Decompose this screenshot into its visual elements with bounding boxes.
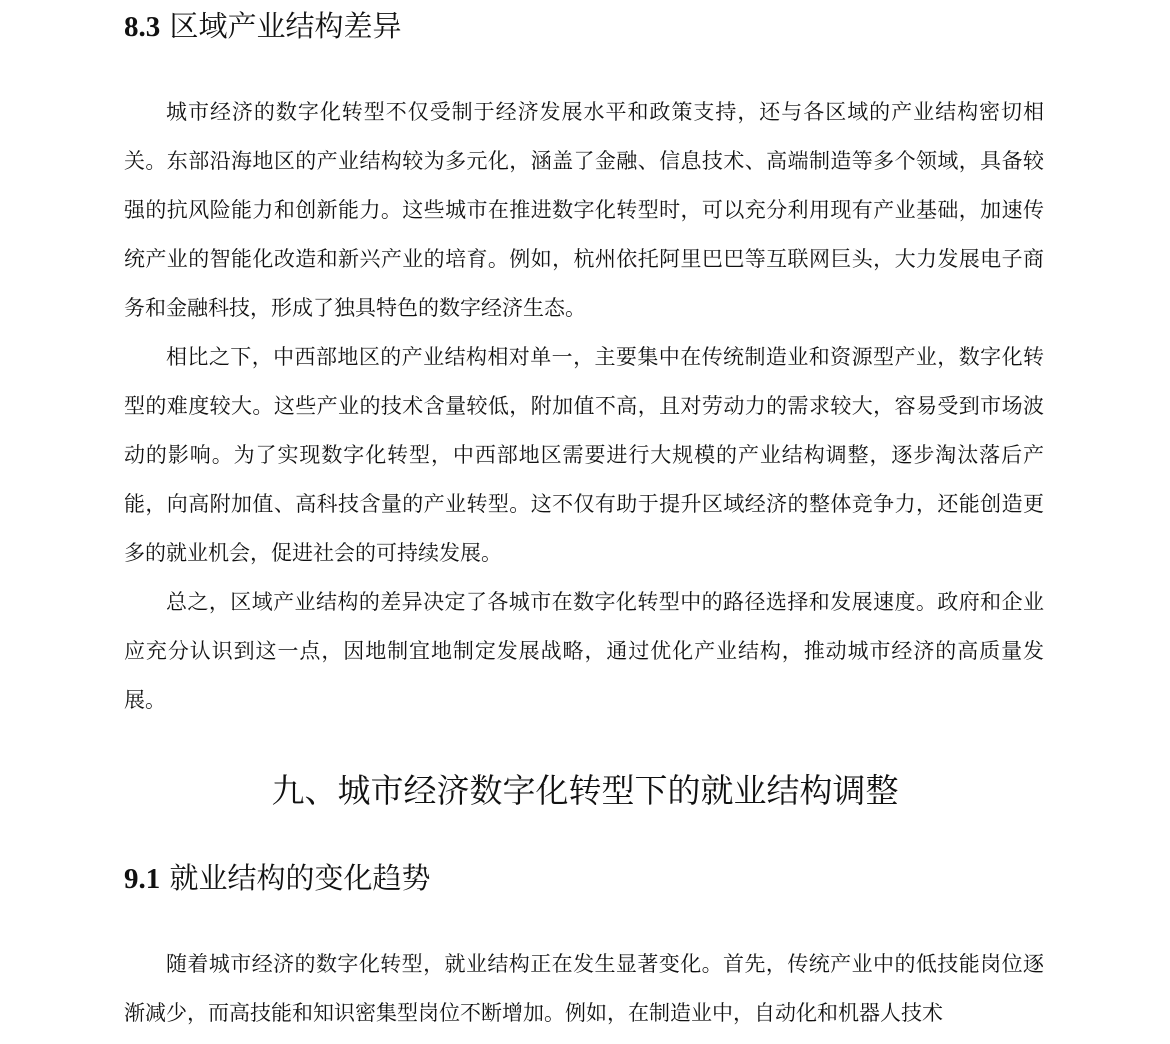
section-8-3-paragraph-3: 总之，区域产业结构的差异决定了各城市在数字化转型中的路径选择和发展速度。政府和企业应充分认识到这一点，因地制宜地制定发展战略，通过优化产业结构，推动城市经济的高质量发展。 — [124, 590, 1044, 712]
section-8-3-heading — [124, 9, 402, 43]
section-8-3-number: 8.3 — [124, 11, 161, 43]
section-9-1-title: 就业结构的变化趋势 — [169, 861, 431, 895]
section-8-3-paragraph-2: 相比之下，中西部地区的产业结构相对单一，主要集中在传统制造业和资源型产业，数字化转型的难度较大。这些产业的技术含量较低，附加值不高，且对劳动力的需求较大，容易受到市场波动的影响。为了实现数字化转型，中西部地区需要进行大规模的产业结构调整，逐步淘汰落后产能，向高附加值、高科技含量的产业转型。这不仅有助于提升区域经济的整体竞争力，还能创造更多的就业机会，促进社会的可持续发展。 — [124, 345, 1044, 565]
section-9-1-number: 9.1 — [124, 863, 161, 895]
section-8-3-title: 区域产业结构差异 — [169, 9, 402, 43]
section-8-3-paragraph-1: 城市经济的数字化转型不仅受制于经济发展水平和政策支持，还与各区域的产业结构密切相关。东部沿海地区的产业结构较为多元化，涵盖了金融、信息技术、高端制造等多个领域，具备较强的抗风险能力和创新能力。这些城市在推进数字化转型时，可以充分利用现有产业基础，加速传统产业的智能化改造和新兴产业的培育。例如，杭州依托阿里巴巴等互联网巨头，大力发展电子商务和金融科技，形成了独具特色的数字经济生态。 — [124, 100, 1044, 320]
section-9-1-paragraph-1: 随着城市经济的数字化转型，就业结构正在发生显著变化。首先，传统产业中的低技能岗位逐渐减少，而高技能和知识密集型岗位不断增加。例如，在制造业中，自动化和机器人技术 — [124, 952, 1044, 1025]
section-9-1-heading — [124, 861, 431, 895]
chapter-9-heading: 九、城市经济数字化转型下的就业结构调整 — [271, 771, 899, 810]
